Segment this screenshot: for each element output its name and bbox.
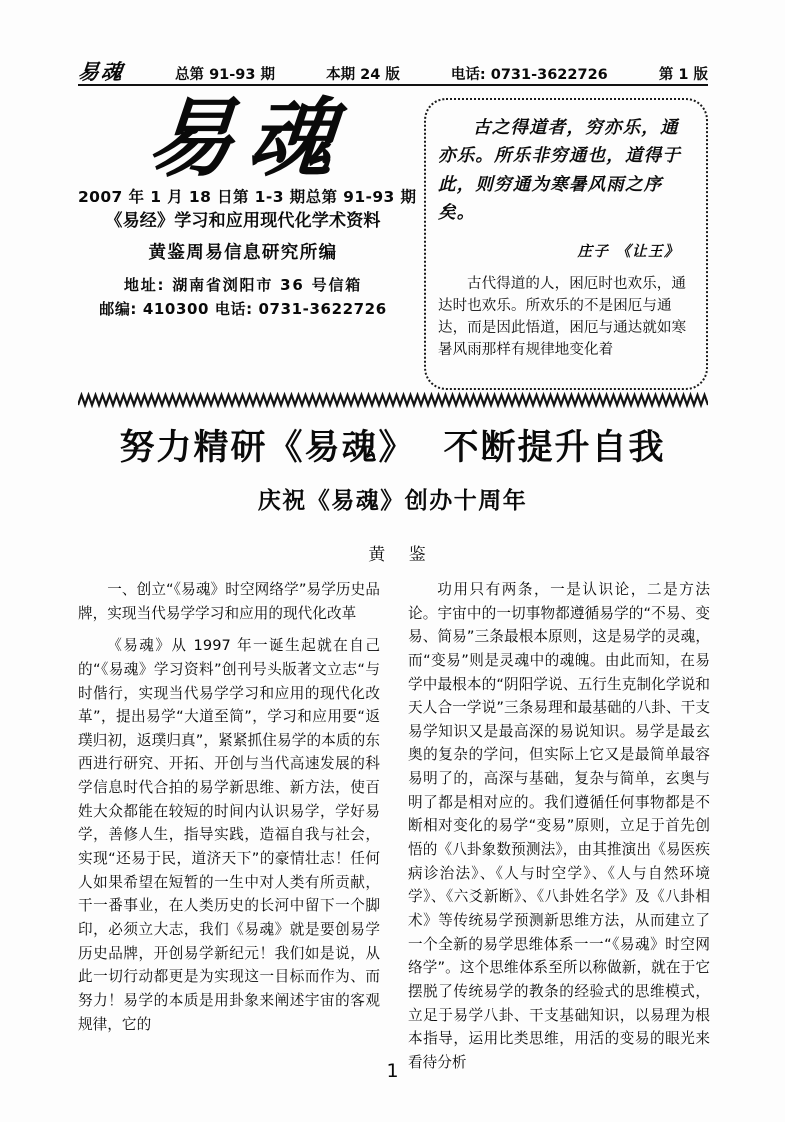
topbar-phone: 电话: 0731-3622726 [450, 66, 608, 83]
topbar-issue-total: 总第 91-93 期 [175, 66, 276, 83]
headline-part-1: 努力精研《易魂》 [119, 427, 416, 468]
wavy-divider [78, 392, 708, 408]
zigzag-icon [78, 392, 708, 408]
quote-classical-text: 古之得道者，穷亦乐，通亦乐。所乐非穷通也，道得于此，则穷通为寒暑风雨之序矣。 [438, 118, 682, 224]
masthead-postal: 邮编: 410300 电话: 0731-3622726 [99, 300, 387, 319]
topbar-page-label: 第 1 版 [658, 66, 708, 83]
page-title [0, 428, 785, 468]
article-body [78, 578, 710, 1074]
article-paragraph: 一、创立“《易魂》时空网络学”易学历史品牌，实现当代易学学习和应用的现代化改革 [78, 581, 380, 622]
article-column-right [408, 578, 710, 1074]
topbar-logo: 易魂 [76, 59, 126, 84]
masthead-description: 《易经》学习和应用现代化学术资料 [105, 211, 381, 232]
masthead-topbar [78, 52, 708, 86]
page-subtitle: 庆祝《易魂》创办十周年 [257, 487, 528, 514]
masthead-editor: 黄鉴周易信息研究所编 [148, 243, 338, 264]
masthead-issue-line: 2007 年 1 月 18 日第 1-3 期总第 91-93 期 [78, 188, 417, 206]
masthead-address: 地址: 湖南省浏阳市 36 号信箱 [123, 276, 363, 295]
quote-box [424, 98, 708, 390]
headline-part-2: 不断提升自我 [443, 427, 666, 468]
quote-attribution: 庄子 《让王》 [577, 243, 680, 261]
article-paragraph: 功用只有两条，一是认识论，二是方法论。宇宙中的一切事物都遵循易学的“不易、变易、简易”三条最根本原则，这是易学的灵魂，而“变易”则是灵魂中的魂魄。由此而知，在易学中最根本的“阴阳学说、五行生克制化学说和天人合一学说”三条易理和最基础的八卦、干支易学知识又是最高深的易说知识。易学是最玄奥的复杂的学问，但实际上它又是最简单最容易明了的，高深与基础，复杂与简单，玄奥与明了都是相对应的。我们遵循任何事物都是不断相对变化的易学“变易”原则，立足于首先创悟的《八卦象数预测法》，由其推演出《易医疾病诊治法》、《人与时空学》、《人与自然环境学》、《六爻新断》、《八卦姓名学》及《八卦相术》等传统易学预测新思维方法，从而建立了一个全新的易学思维体系一一“《易魂》时空网络学”。这个思维体系至所以称做新，就在于它摆脱了传统易学的教条的经验式的思维模式，立足于易学八卦、干支基础知识，以易理为根本指导，运用比类思维，用活的变易的眼光来看待分析 [408, 581, 710, 1071]
masthead-title: 易魂 [143, 88, 353, 189]
page-number: 1 [386, 1060, 399, 1082]
article-column-left [78, 578, 380, 1074]
article-byline: 黄 鉴 [368, 545, 435, 565]
masthead-block [78, 88, 417, 321]
topbar-pages-this-issue: 本期 24 版 [326, 66, 400, 83]
article-paragraph: 《易魂》从 1997 年一诞生起就在自己的“《易魂》学习资料”创刊号头版著文立志“与时偕行，实现当代易学学习和应用的现代化改革”，提出易学“大道至简”，学习和应用要“返璞归初，返璞归真”，紧紧抓住易学的本质的东西进行研究、开拓、开创与当代高速发展的科学信息时代合拍的易学新思维、新方法，使百姓大众都能在较短的时间内认识易学，学好易学，善修人生，指导实践，造福自我与社会，实现“还易于民，道济天下”的豪情壮志！任何人如果希望在短暂的一生中对人类有所贡献，干一番事业，在人类历史的长河中留下一个脚印，必须立大志，我们《易魂》就是要创易学历史品牌，开创易学新纪元！我们如是说，从此一切行动都更是为实现这一目标而作为、而努力！易学的本质是用卦象来阐述宇宙的客观规律，它的 [78, 637, 380, 1033]
quote-explanation: 古代得道的人，困厄时也欢乐，通达时也欢乐。所欢乐的不是困厄与通达，而是因此悟道，困厄与通达就如寒暑风雨那样有规律地变化着 [438, 276, 687, 359]
